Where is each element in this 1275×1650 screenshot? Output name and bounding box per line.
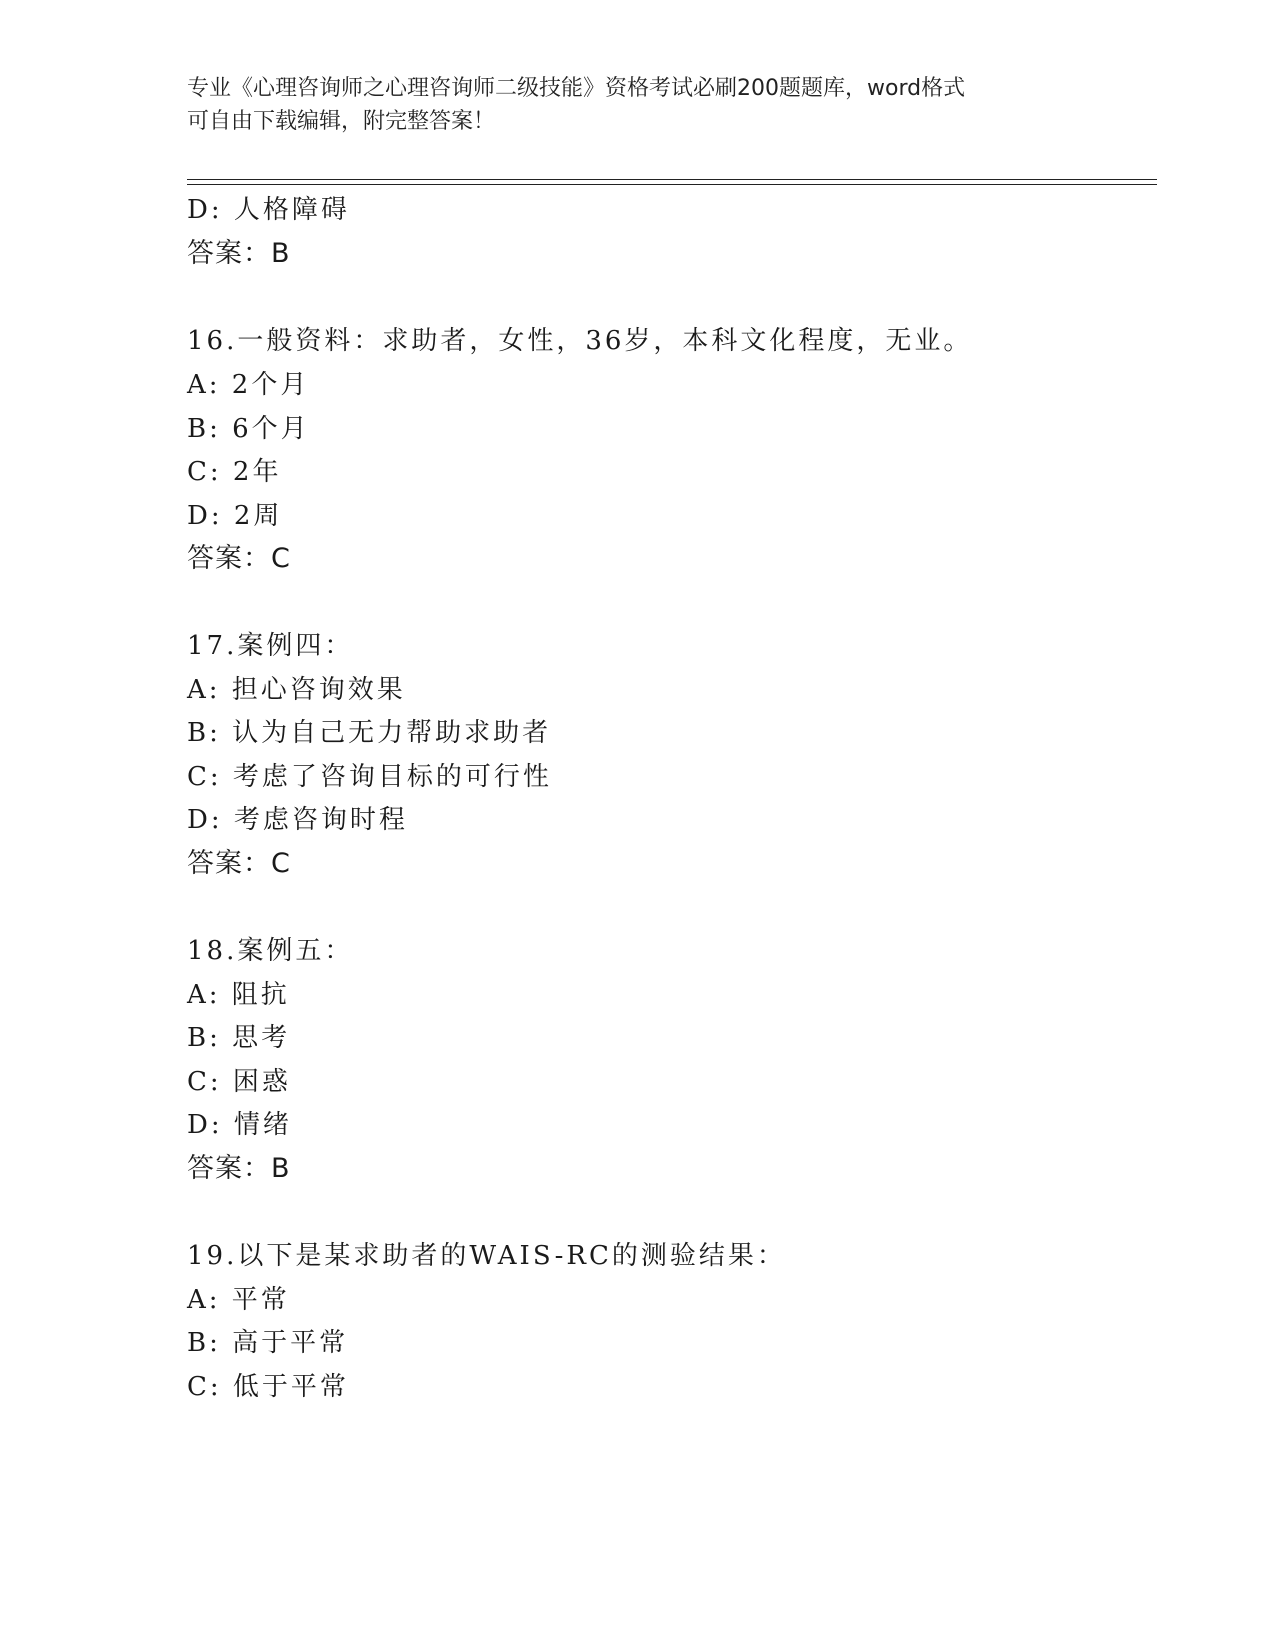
option-line: D: 2周 [187, 501, 283, 531]
header-rule-top [187, 179, 1157, 180]
question-line: 16.一般资料：求助者，女性，36岁，本科文化程度，无业。 [187, 326, 973, 356]
header-line-2: 可自由下载编辑，附完整答案！ [187, 109, 496, 134]
option-line: C: 考虑了咨询目标的可行性 [187, 762, 552, 792]
option-line: D: 人格障碍 [187, 195, 350, 225]
document-header [187, 72, 1087, 138]
question-line: 18.案例五： [187, 936, 354, 966]
option-line: A: 担心咨询效果 [187, 675, 406, 705]
question-line: 17.案例四： [187, 631, 354, 661]
answer-line: 答案：B [187, 238, 291, 269]
option-line: B: 认为自己无力帮助求助者 [187, 718, 552, 748]
option-line: B: 思考 [187, 1023, 291, 1053]
option-line: A: 阻抗 [187, 980, 290, 1010]
header-rule-bottom [187, 184, 1157, 185]
option-line: D: 情绪 [187, 1110, 292, 1140]
option-line: A: 2个月 [187, 370, 310, 400]
answer-line: 答案：C [187, 543, 291, 574]
option-line: B: 高于平常 [187, 1328, 349, 1358]
option-line: A: 平常 [187, 1285, 290, 1315]
answer-line: 答案：B [187, 1153, 291, 1184]
option-line: D: 考虑咨询时程 [187, 805, 408, 835]
question-line: 19.以下是某求助者的WAIS-RC的测验结果： [187, 1241, 786, 1271]
header-line-1: 专业《心理咨询师之心理咨询师二级技能》资格考试必刷200题题库，word格式 [187, 76, 966, 101]
answer-line: 答案：C [187, 848, 291, 879]
option-line: C: 低于平常 [187, 1372, 349, 1402]
option-line: B: 6个月 [187, 414, 310, 444]
option-line: C: 2年 [187, 457, 282, 487]
option-line: C: 困惑 [187, 1067, 291, 1097]
